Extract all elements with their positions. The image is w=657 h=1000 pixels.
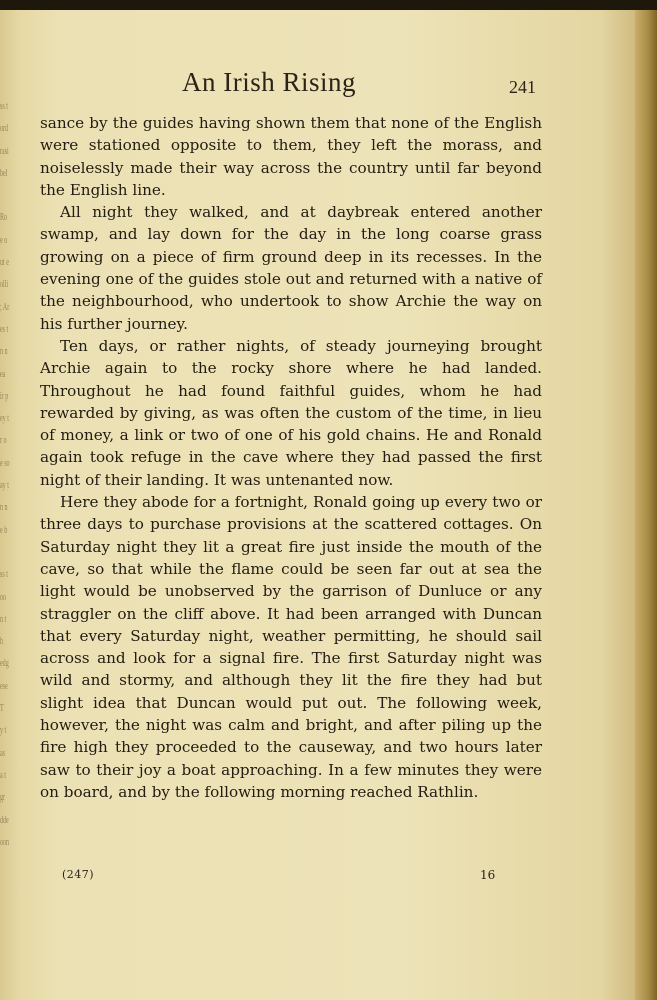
bleed-through-fragment: edg: [0, 657, 9, 670]
bleed-through-fragment: ay t: [0, 479, 9, 492]
bleed-through-fragment: ea: [0, 367, 6, 380]
page-gutter-edge: [635, 10, 657, 1000]
paragraph: sance by the guides having shown them that none of the English were stationed opposite to them, they left the morass, and noiselessly made their way across the country until far beyond the English line.: [40, 114, 542, 199]
bleed-through-fragment: gr: [0, 791, 6, 804]
bleed-through-fragment: ss t: [0, 100, 8, 112]
bleed-through-fragment: olli: [0, 278, 9, 291]
bleed-through-fragment: ese: [0, 679, 8, 692]
bleed-through-fragment: rasi: [0, 144, 9, 157]
bleed-through-fragment: ey t: [0, 412, 9, 425]
bleed-through-fragment: e b: [0, 523, 8, 536]
bleed-through-fragment: ord: [0, 122, 9, 135]
bleed-through-fragment: ir p: [0, 389, 9, 402]
bleed-through-fragment: dde: [0, 813, 9, 826]
facing-page-bleed-through: [0, 100, 20, 880]
signature-mark: (247): [62, 868, 95, 881]
bleed-through-fragment: [0, 189, 11, 211]
page-footer: [0, 866, 657, 890]
paragraph: All night they walked, and at daybreak entered another swamp, and lay down for the day in the long coarse grass growing on a piece of firm ground deep in its recesses. In the evening one of the guides stole out and returned with a native of the neighbourhood, who undertook to show Archie the way on his further journey.: [40, 203, 542, 333]
bleed-through-fragment: r o: [0, 434, 7, 447]
bleed-through-fragment: e so: [0, 456, 10, 469]
scan-top-band: [0, 0, 657, 10]
bleed-through-fragment: n n: [0, 501, 8, 514]
body-text: [40, 112, 542, 803]
page-header: [0, 64, 657, 104]
bleed-through-fragment: ; Ar: [0, 300, 10, 313]
paragraph: Ten days, or rather nights, of steady journeying brought Archie again to the rocky shore where he had landed. Throughout he had found faithful guides, whom he had rewarded by giving, as was often the custom of the time, in lieu of money, a link or two of one of his gold chains. He and Ronald again took refuge in the cave where they had passed the first night of their landing. It was untenanted now.: [40, 336, 542, 489]
bleed-through-fragment: ss t: [0, 568, 8, 581]
bleed-through-fragment: ut e: [0, 256, 9, 269]
gathering-number: 16: [480, 868, 496, 882]
bleed-through-fragment: oon: [0, 835, 10, 848]
bleed-through-fragment: h: [0, 635, 4, 648]
bleed-through-fragment: T: [0, 702, 4, 715]
bleed-through-fragment: [0, 546, 11, 568]
bleed-through-fragment: oo: [0, 590, 7, 603]
bleed-through-fragment: es t: [0, 322, 9, 335]
bleed-through-fragment: Ro: [0, 211, 8, 224]
paragraph: Here they abode for a fortnight, Ronald going up every two or three days to purchase provisions at the scattered cottages. On Saturday night they lit a great fire just inside the mouth of the cave, so that while the flame could be seen far out at sea the light would be unobserved by the garrison of Dunluce or any straggler on the cliff above. It had been arranged with Duncan that every Saturday night, weather permitting, he should sail across and look for a signal fire. The first Saturday night was wild and stormy, and although they lit the fire they had but slight idea that Duncan would put out. The following week, however, the night was calm and bright, and after piling up the fire high they proceeded to the causeway, and two hours later saw to their joy a boat approaching. In a few minutes they were on board, and by the following morning reached Rathlin.: [40, 493, 542, 801]
bleed-through-fragment: as: [0, 746, 6, 759]
running-title: An Irish Rising: [182, 67, 357, 97]
bleed-through-fragment: y t: [0, 724, 7, 737]
bleed-through-fragment: n t: [0, 612, 7, 625]
bleed-through-fragment: n n: [0, 345, 8, 358]
bleed-through-fragment: bel: [0, 166, 8, 179]
page-number: 241: [509, 77, 536, 97]
bleed-through-fragment: e o: [0, 233, 8, 246]
bleed-through-fragment: a t: [0, 768, 6, 781]
